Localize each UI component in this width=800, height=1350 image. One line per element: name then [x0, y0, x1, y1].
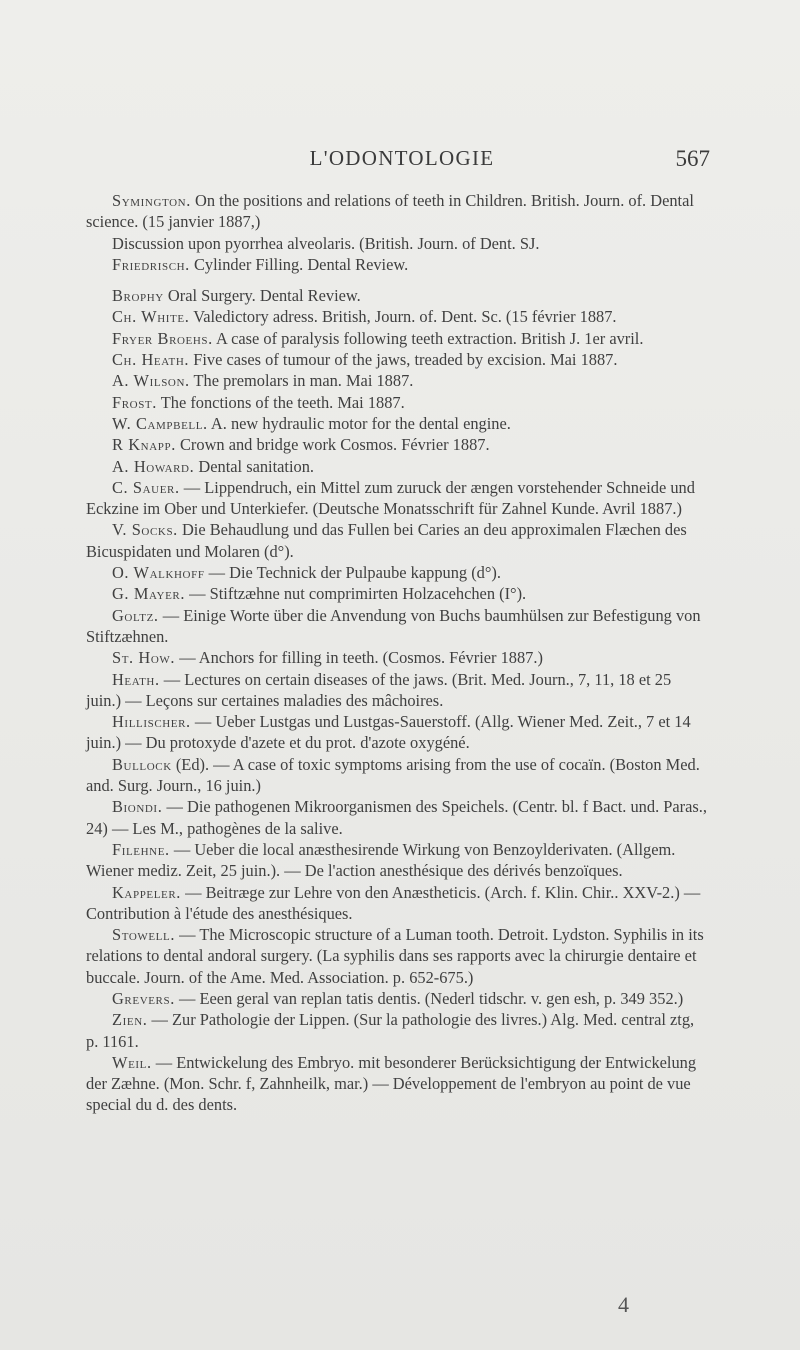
- entry-author: Goltz.: [112, 605, 159, 625]
- entry-text: — Einige Worte über die Anvendung von Buchs baumhülsen zur Befestigung von Stiftzæhnen.: [86, 605, 701, 646]
- entry-text: The fonctions of the teeth. Mai 1887.: [156, 392, 405, 412]
- entry-text: — Anchors for filling in teeth. (Cosmos. Février 1887.): [175, 648, 543, 668]
- entry-text: The premolars in man. Mai 1887.: [189, 371, 414, 391]
- entry-text: — Stiftzæhne nut comprimirten Holzacehchen (I°).: [185, 584, 527, 604]
- signature-mark: 4: [618, 1292, 629, 1317]
- entry-author: Frost.: [112, 392, 157, 412]
- bibliography-entry: [86, 647, 710, 668]
- bibliography-entry: [86, 669, 710, 712]
- bibliography-entry: [86, 285, 710, 306]
- bibliography-entry: [86, 349, 710, 370]
- journal-title: L'ODONTOLOGIE: [309, 146, 495, 170]
- bibliography-entry: [86, 562, 710, 583]
- entry-author: Weil.: [112, 1052, 152, 1072]
- entry-author: Fryer Broehs.: [112, 328, 213, 348]
- running-header: [90, 146, 714, 176]
- entry-text: Die Behaudlung und das Fullen bei Caries an deu approximalen Flæchen des Bicuspidaten und Molaren (d°).: [86, 520, 687, 561]
- entry-text: — Zur Pathologie der Lippen. (Sur la pathologie des livres.) Alg. Med. central ztg, p. 1161.: [86, 1010, 695, 1051]
- entry-author: V. Socks.: [112, 520, 178, 540]
- entry-author: G. Mayer.: [112, 584, 186, 604]
- bibliography-entry: [86, 754, 710, 797]
- bibliography-list: [86, 190, 710, 1116]
- entry-author: Friedrisch.: [112, 254, 190, 274]
- bibliography-entry: [86, 583, 710, 604]
- entry-text: — Ueber Lustgas und Lustgas-Sauerstoff. (Allg. Wiener Med. Zeit., 7 et 14 juin.) — Du protoxyde d'azete et du prot. d'azote oxygéné.: [86, 712, 691, 753]
- entry-text: Valedictory adress. British, Journ. of. Dent. Sc. (15 février 1887.: [189, 307, 617, 327]
- entry-author: Hillischer.: [112, 712, 191, 732]
- entry-author: Symington.: [112, 191, 191, 210]
- bibliography-entry: [86, 306, 710, 327]
- bibliography-entry: [86, 839, 710, 882]
- bibliography-entry: [86, 924, 710, 988]
- entry-author: Ch. Heath.: [112, 350, 190, 370]
- entry-text: On the positions and relations of teeth in Children. British. Journ. of. Dental science. (15 janvier 1887,): [86, 191, 694, 232]
- entry-text: — Beitræge zur Lehre von den Anæstheticis. (Arch. f. Klin. Chir.. XXV-2.) — Contribution à l'étude des anesthésiques.: [86, 882, 701, 923]
- bibliography-entry: [86, 882, 710, 925]
- entry-text: — Die pathogenen Mikroorganismen des Speichels. (Centr. bl. f Bact. und. Paras., 24) — Les M., pathogènes de la salive.: [86, 797, 707, 838]
- entry-author: C. Sauer.: [112, 477, 180, 497]
- entry-text: Discussion upon pyorrhea alveolaris. (British. Journ. of Dent. SJ.: [112, 233, 540, 253]
- entry-text: — The Microscopic structure of a Luman tooth. Detroit. Lydston. Syphilis in its relations to dental andoral surgery. (La syphilis dans ses rapports avec la chirurgie dentaire et buccale. Journ. of the Ame. Med. Association. p. 652-675.): [86, 925, 704, 987]
- entry-text: (Ed). — A case of toxic symptoms arising from the use of cocaïn. (Boston Med. and. Surg. Journ., 16 juin.): [86, 754, 700, 796]
- bibliography-entry: [86, 190, 710, 233]
- entry-author: A. Wilson.: [112, 371, 190, 391]
- entry-author: St. How.: [112, 648, 176, 668]
- page-number: 567: [675, 146, 710, 171]
- entry-author: Grevers.: [112, 988, 175, 1008]
- bibliography-entry: [86, 254, 710, 275]
- entry-author: W. Campbell.: [112, 413, 208, 433]
- entry-text: A. new hydraulic motor for the dental engine.: [207, 413, 511, 433]
- bibliography-entry: [86, 711, 710, 754]
- entry-author: Stowell.: [112, 925, 176, 945]
- bibliography-entry: [86, 392, 710, 413]
- entry-text: Crown and bridge work Cosmos. Février 1887.: [175, 435, 490, 455]
- entry-author: Ch. White.: [112, 307, 190, 327]
- bibliography-entry: [86, 370, 710, 391]
- bibliography-entry: [86, 328, 710, 349]
- entry-text: Cylinder Filling. Dental Review.: [189, 254, 409, 274]
- bibliography-entry: [86, 233, 710, 254]
- bibliography-entry: [86, 413, 710, 434]
- entry-text: — Entwickelung des Embryo. mit besonderer Berücksichtigung der Entwickelung der Zæhne. (Mon. Schr. f, Zahnheilk, mar.) — Développement de l'embryon au point de vue special du d. des dents.: [86, 1052, 697, 1115]
- entry-author: Filehne.: [112, 839, 170, 859]
- entry-author: Brophy: [112, 286, 164, 306]
- bibliography-entry: [86, 1052, 710, 1116]
- entry-author: Biondi.: [112, 797, 163, 817]
- entry-author: Bullock: [112, 754, 172, 774]
- bibliography-entry: [86, 796, 710, 839]
- bibliography-entry: [86, 519, 710, 562]
- entry-text: Oral Surgery. Dental Review.: [163, 286, 361, 306]
- entry-text: — Eeen geral van replan tatis dentis. (Nederl tidschr. v. gen esh, p. 349 352.): [174, 988, 684, 1008]
- entry-text: Dental sanitation.: [194, 456, 315, 476]
- bibliography-entry: [86, 1009, 710, 1052]
- entry-author: O. Walkhoff: [112, 563, 205, 583]
- bibliography-entry: [86, 477, 710, 520]
- entry-text: A case of paralysis following teeth extraction. British J. 1er avril.: [212, 328, 644, 348]
- entry-text: — Lippendruch, ein Mittel zum zuruck der ængen vorstehender Schneide und Eckzine im Ober und Unterkiefer. (Deutsche Monatsschrift für Zahnel Kunde. Avril 1887.): [86, 477, 695, 519]
- entry-author: Heath.: [112, 669, 160, 689]
- entry-text: Five cases of tumour of the jaws, treaded by excision. Mai 1887.: [189, 350, 618, 370]
- entry-text: — Lectures on certain diseases of the jaws. (Brit. Med. Journ., 7, 11, 18 et 25 juin.) — Leçons sur certaines maladies des mâchoires.: [86, 669, 672, 710]
- bibliography-entry: [86, 434, 710, 455]
- bibliography-entry: [86, 988, 710, 1009]
- entry-author: Zien.: [112, 1010, 148, 1030]
- entry-author: Kappeler.: [112, 882, 182, 902]
- section-gap: [86, 275, 710, 285]
- bibliography-entry: [86, 605, 710, 648]
- entry-author: R Knapp.: [112, 435, 176, 455]
- entry-text: — Die Technick der Pulpaube kappung (d°).: [204, 563, 501, 583]
- entry-author: A. Howard.: [112, 456, 195, 476]
- entry-text: — Ueber die local anæsthesirende Wirkung von Benzoylderivaten. (Allgem. Wiener mediz. Zeit, 25 juin.). — De l'action anesthésique des dérivés benzoïques.: [86, 839, 676, 881]
- bibliography-entry: [86, 456, 710, 477]
